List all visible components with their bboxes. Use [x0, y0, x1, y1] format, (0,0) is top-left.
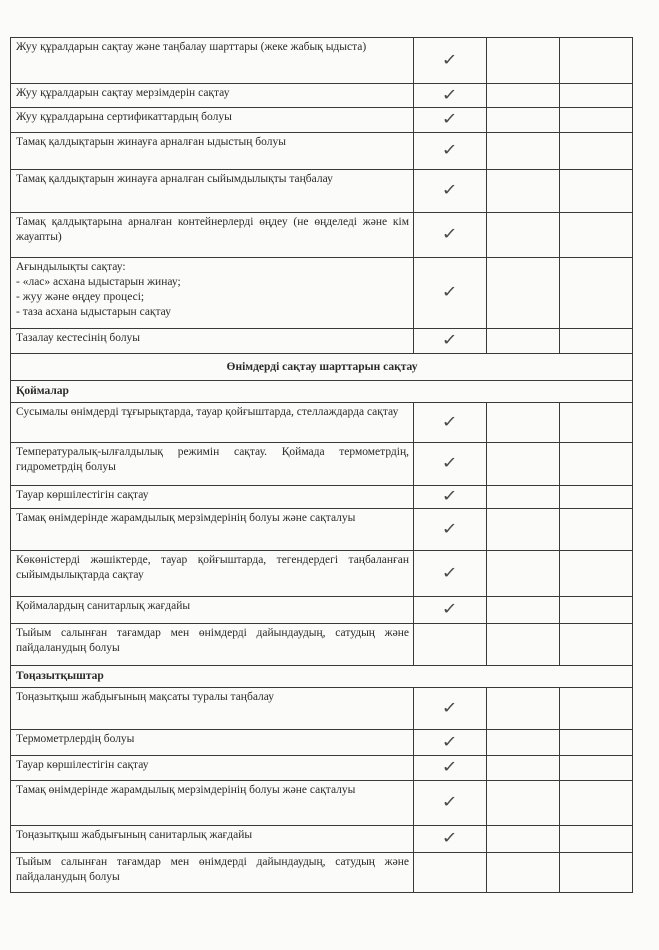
- checklist-row: [11, 826, 633, 853]
- no-mark-cell[interactable]: [487, 853, 560, 893]
- no-mark-cell[interactable]: [487, 781, 560, 826]
- yes-mark-cell[interactable]: [414, 486, 487, 509]
- note-cell[interactable]: [560, 443, 633, 486]
- note-cell[interactable]: [560, 826, 633, 853]
- criterion-cell: Ағындылықты сақтау: - «лас» асхана ыдыстарын жинау; - жуу және өңдеу процесі; - таза асхана ыдыстарын сақтау: [11, 258, 414, 329]
- note-cell[interactable]: [560, 258, 633, 329]
- checkmark-icon: ✓: [441, 224, 459, 243]
- checklist-body: [11, 38, 633, 893]
- no-mark-cell[interactable]: [487, 170, 560, 213]
- note-cell[interactable]: [560, 624, 633, 666]
- note-cell[interactable]: [560, 108, 633, 133]
- no-mark-cell[interactable]: [487, 443, 560, 486]
- yes-mark-cell[interactable]: [414, 509, 487, 551]
- no-mark-cell[interactable]: [487, 84, 560, 108]
- yes-mark-cell[interactable]: [414, 38, 487, 84]
- section-heading-row: [11, 354, 633, 381]
- subsection-heading: Тоңазытқыштар: [11, 666, 633, 688]
- criterion-cell: Тауар көршілестігін сақтау: [11, 486, 414, 509]
- criterion-cell: Тамақ қалдықтарына арналған контейнерлерді өңдеу (не өңделеді және кім жауапты): [11, 213, 414, 258]
- criterion-cell: Тыйым салынған тағамдар мен өнімдерді дайындаудың, сатудың және пайдаланудың болуы: [11, 624, 414, 666]
- criterion-cell: Жуу құралдарын сақтау мерзімдерін сақтау: [11, 84, 414, 108]
- yes-mark-cell[interactable]: [414, 443, 487, 486]
- checklist-row: [11, 730, 633, 756]
- criterion-cell: Тамақ өнімдерінде жарамдылық мерзімдерінің болуы және сақталуы: [11, 509, 414, 551]
- no-mark-cell[interactable]: [487, 730, 560, 756]
- criterion-cell: Температуралық-ылғалдылық режимін сақтау. Қоймада термометрдің, гидрометрдің болуы: [11, 443, 414, 486]
- yes-mark-cell[interactable]: [414, 329, 487, 354]
- checklist-row: [11, 258, 633, 329]
- checklist-row: [11, 108, 633, 133]
- no-mark-cell[interactable]: [487, 756, 560, 781]
- checkmark-icon: ✓: [441, 518, 459, 538]
- criterion-cell: Тамақ қалдықтарын жинауға арналған сыйымдылықты таңбалау: [11, 170, 414, 213]
- criterion-cell: Тауар көршілестігін сақтау: [11, 756, 414, 781]
- no-mark-cell[interactable]: [487, 258, 560, 329]
- no-mark-cell[interactable]: [487, 38, 560, 84]
- checkmark-icon: ✓: [441, 453, 459, 472]
- no-mark-cell[interactable]: [487, 624, 560, 666]
- note-cell[interactable]: [560, 84, 633, 108]
- note-cell[interactable]: [560, 730, 633, 756]
- checkmark-icon: ✓: [441, 792, 459, 811]
- checklist-row: [11, 213, 633, 258]
- note-cell[interactable]: [560, 597, 633, 624]
- note-cell[interactable]: [560, 170, 633, 213]
- checkmark-icon: ✓: [441, 486, 459, 505]
- note-cell[interactable]: [560, 509, 633, 551]
- yes-mark-cell[interactable]: [414, 826, 487, 853]
- yes-mark-cell[interactable]: [414, 756, 487, 781]
- no-mark-cell[interactable]: [487, 509, 560, 551]
- checkmark-icon: ✓: [441, 330, 459, 349]
- criterion-cell: Жуу құралдарын сақтау және таңбалау шарттары (жеке жабық ыдыста): [11, 38, 414, 84]
- yes-mark-cell[interactable]: [414, 213, 487, 258]
- yes-mark-cell[interactable]: [414, 258, 487, 329]
- subsection-heading-row: [11, 666, 633, 688]
- checklist-row: [11, 688, 633, 730]
- yes-mark-cell[interactable]: [414, 624, 487, 666]
- checklist-row: [11, 84, 633, 108]
- note-cell[interactable]: [560, 781, 633, 826]
- note-cell[interactable]: [560, 133, 633, 170]
- criterion-cell: Тамақ қалдықтарын жинауға арналған ыдыстың болуы: [11, 133, 414, 170]
- yes-mark-cell[interactable]: [414, 597, 487, 624]
- yes-mark-cell[interactable]: [414, 108, 487, 133]
- yes-mark-cell[interactable]: [414, 403, 487, 443]
- checkmark-icon: ✓: [441, 828, 459, 847]
- criterion-cell: Жуу құралдарына сертификаттардың болуы: [11, 108, 414, 133]
- note-cell[interactable]: [560, 756, 633, 781]
- checklist-row: [11, 756, 633, 781]
- section-heading: Өнімдерді сақтау шарттарын сақтау: [11, 354, 633, 381]
- checklist-row: [11, 781, 633, 826]
- no-mark-cell[interactable]: [487, 108, 560, 133]
- checklist-row: [11, 486, 633, 509]
- no-mark-cell[interactable]: [487, 597, 560, 624]
- no-mark-cell[interactable]: [487, 133, 560, 170]
- yes-mark-cell[interactable]: [414, 853, 487, 893]
- yes-mark-cell[interactable]: [414, 84, 487, 108]
- note-cell[interactable]: [560, 38, 633, 84]
- criterion-cell: Тыйым салынған тағамдар мен өнімдерді дайындаудың, сатудың және пайдаланудың болуы: [11, 853, 414, 893]
- criterion-cell: Тоңазытқыш жабдығының мақсаты туралы таңбалау: [11, 688, 414, 730]
- criterion-cell: Термометрлердің болуы: [11, 730, 414, 756]
- checkmark-icon: ✓: [441, 757, 459, 776]
- checklist-row: [11, 329, 633, 354]
- yes-mark-cell[interactable]: [414, 730, 487, 756]
- criterion-cell: Қоймалардың санитарлық жағдайы: [11, 597, 414, 624]
- criterion-cell: Сусымалы өнімдерді тұғырықтарда, тауар қойғыштарда, стеллаждарда сақтау: [11, 403, 414, 443]
- yes-mark-cell[interactable]: [414, 170, 487, 213]
- no-mark-cell[interactable]: [487, 826, 560, 853]
- checklist-row: [11, 597, 633, 624]
- criterion-cell: Тазалау кестесінің болуы: [11, 329, 414, 354]
- checkmark-icon: ✓: [441, 49, 459, 69]
- no-mark-cell[interactable]: [487, 403, 560, 443]
- note-cell[interactable]: [560, 688, 633, 730]
- criterion-cell: Тоңазытқыш жабдығының санитарлық жағдайы: [11, 826, 414, 853]
- checklist-row: [11, 509, 633, 551]
- checklist-table: [10, 37, 633, 893]
- checkmark-icon: ✓: [441, 411, 459, 431]
- checkmark-icon: ✓: [441, 282, 459, 301]
- checkmark-icon: ✓: [441, 731, 459, 751]
- checkmark-icon: ✓: [441, 109, 459, 128]
- yes-mark-cell[interactable]: [414, 133, 487, 170]
- note-cell[interactable]: [560, 853, 633, 893]
- note-cell[interactable]: [560, 486, 633, 509]
- yes-mark-cell[interactable]: [414, 781, 487, 826]
- subsection-heading-row: [11, 381, 633, 403]
- checkmark-icon: ✓: [441, 84, 459, 104]
- no-mark-cell[interactable]: [487, 688, 560, 730]
- checklist-row: [11, 624, 633, 666]
- criterion-cell: Тамақ өнімдерінде жарамдылық мерзімдерінің болуы және сақталуы: [11, 781, 414, 826]
- no-mark-cell[interactable]: [487, 329, 560, 354]
- checkmark-icon: ✓: [441, 599, 459, 618]
- checklist-row: [11, 403, 633, 443]
- checkmark-icon: ✓: [441, 697, 459, 717]
- note-cell[interactable]: [560, 213, 633, 258]
- checkmark-icon: ✓: [441, 140, 459, 159]
- checklist-row: [11, 551, 633, 597]
- criterion-cell: Көкөністерді жәшіктерде, тауар қойғыштарда, тегендердегі таңбаланған сыйымдылықтарда сақтау: [11, 551, 414, 597]
- note-cell[interactable]: [560, 329, 633, 354]
- note-cell[interactable]: [560, 551, 633, 597]
- no-mark-cell[interactable]: [487, 213, 560, 258]
- checklist-row: [11, 133, 633, 170]
- checkmark-icon: ✓: [441, 562, 459, 582]
- checklist-row: [11, 38, 633, 84]
- subsection-heading: Қоймалар: [11, 381, 633, 403]
- checklist-row: [11, 853, 633, 893]
- checklist-row: [11, 170, 633, 213]
- yes-mark-cell[interactable]: [414, 551, 487, 597]
- checkmark-icon: ✓: [441, 180, 459, 199]
- yes-mark-cell[interactable]: [414, 688, 487, 730]
- checklist-row: [11, 443, 633, 486]
- no-mark-cell[interactable]: [487, 486, 560, 509]
- note-cell[interactable]: [560, 403, 633, 443]
- no-mark-cell[interactable]: [487, 551, 560, 597]
